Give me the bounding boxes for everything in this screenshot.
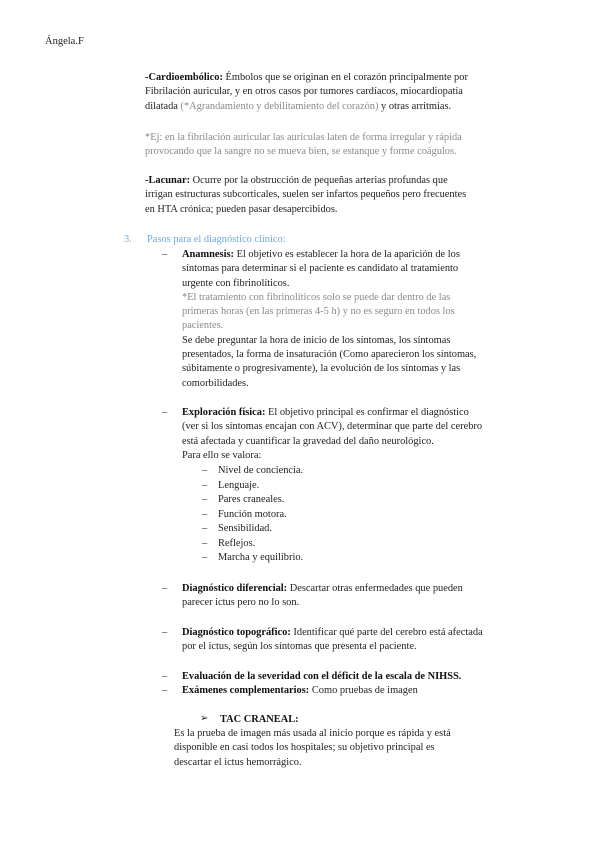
anamnesis-line: urgente con fibrinolíticos. [182,277,290,289]
bullet-dash: – [162,583,168,594]
list-item: – Nivel de conciencia. [202,465,304,476]
exploracion-line: (ver si los síntomas encajan con ACV), determinar que parte del cerebro [182,421,483,433]
diferencial-line: parecer ictus pero no lo son. [182,597,300,609]
tac-heading [220,713,299,727]
bullet-dash: – [162,671,168,682]
anamnesis-label: Anamnesis: [182,249,234,260]
severidad-label: Evaluación de la severidad con el déficit de la escala de NIHSS. [182,671,462,682]
tac-paragraph [174,727,451,770]
author-header: Ángela.F [45,36,84,47]
tac-line: disponible en casi todos los hospitales; su objetivo principal es [174,742,435,754]
cardio-line: y otras arritmias. [378,100,452,112]
topografico-item [182,626,483,655]
anamnesis-note: *El tratamiento con fibrinolíticos solo se puede dar dentro de las [182,291,451,303]
example-note [145,131,462,160]
list-item: – Lenguaje. [202,480,260,491]
anamnesis-line: presentados, la forma de insaturación (Como aparecieron los síntomas, [182,349,477,361]
anamnesis-item [182,248,476,391]
tac-line: Es la prueba de imagen más usada al inicio porque es rápida y está [174,728,451,739]
cardio-line: dilatada [145,100,181,112]
diferencial-label: Diagnóstico diferencial: [182,583,288,594]
anamnesis-line: Se debe preguntar la hora de inicio de los síntomas, los síntomas [182,334,451,346]
severidad-item [182,670,461,684]
lacunar-label: -Lacunar: [145,175,191,186]
bullet-dash: – [162,407,168,418]
list-item: – Reflejos. [202,538,256,549]
complementarios-item [182,684,418,698]
example-line: *Ej: en la fibrilación auricular las aurículas laten de forma irregular y rápida [145,132,462,143]
exploracion-label: Exploración física: [182,407,266,418]
cardio-label: -Cardioembólico: [145,72,223,83]
anamnesis-note: pacientes. [182,320,224,332]
anamnesis-line: síntomas para determinar si el paciente es candidato al tratamiento [182,263,459,275]
anamnesis-line: súbitamente o progresivamente), la evolución de los síntomas y las [182,363,461,375]
lacunar-line: Ocurre por la obstrucción de pequeñas arterias profundas que [190,175,448,186]
lacunar-line: en HTA crónica; pueden pasar desapercibidos. [145,203,338,215]
diferencial-item [182,582,463,611]
list-item: – Marcha y equilibrio. [202,552,304,563]
exploracion-line: El objetivo principal es confirmar el diagnóstico [265,407,469,418]
example-line: provocando que la sangre no se mueva bien, se estanque y forme coágulos. [145,146,457,158]
exploracion-line: Para ello se valora: [182,449,262,461]
exploracion-item [182,406,482,463]
cardio-line: Émbolos que se originan en el corazón principalmente por [225,72,468,83]
list-item: – Función motora. [202,509,287,520]
complementarios-label: Exámenes complementarios: [182,685,310,696]
topografico-line: por el ictus, según los síntomas que presenta el paciente. [182,641,417,653]
tac-line: descartar el ictus hemorrágico. [174,756,302,768]
lacunar-line: irrigan estructuras subcorticales, suelen ser infartos pequeños pero frecuentes [145,189,467,201]
bullet-dash: – [162,685,168,696]
diferencial-line: Descartar otras enfermedades que pueden [287,583,463,594]
cardio-note: (*Agrandamiento y debilitamiento del corazón) [180,100,379,112]
arrow-bullet-icon: ➢ [200,713,209,724]
section-title: Pasos para el diagnóstico clínico: [147,234,286,245]
exploracion-line: está afectada y cuantificar la gravedad del daño neurológico. [182,435,434,447]
list-item: – Sensibilidad. [202,523,272,534]
anamnesis-note: primeras horas (en las primeras 4-5 h) y no es seguro en todos los [182,306,455,318]
section-number: 3. [124,234,132,245]
cardio-line: Fibrilación auricular, y en otros casos por tumores cardíacos, miocardiopatía [145,86,463,98]
bullet-dash: – [162,627,168,638]
lacunar-paragraph [145,174,466,217]
cardioembolico-paragraph [145,71,468,114]
bullet-dash: – [162,249,168,260]
topografico-label: Diagnóstico topográfico: [182,627,291,638]
list-item: – Pares craneales. [202,494,285,505]
anamnesis-line: El objetivo es establecer la hora de la aparición de los [233,249,460,260]
section-heading [124,233,286,247]
topografico-line: Identificar qué parte del cerebro está afectada [290,627,483,638]
anamnesis-line: comorbilidades. [182,377,249,389]
tac-label: TAC CRANEAL: [220,714,299,725]
complementarios-line: Como pruebas de imagen [309,685,418,696]
